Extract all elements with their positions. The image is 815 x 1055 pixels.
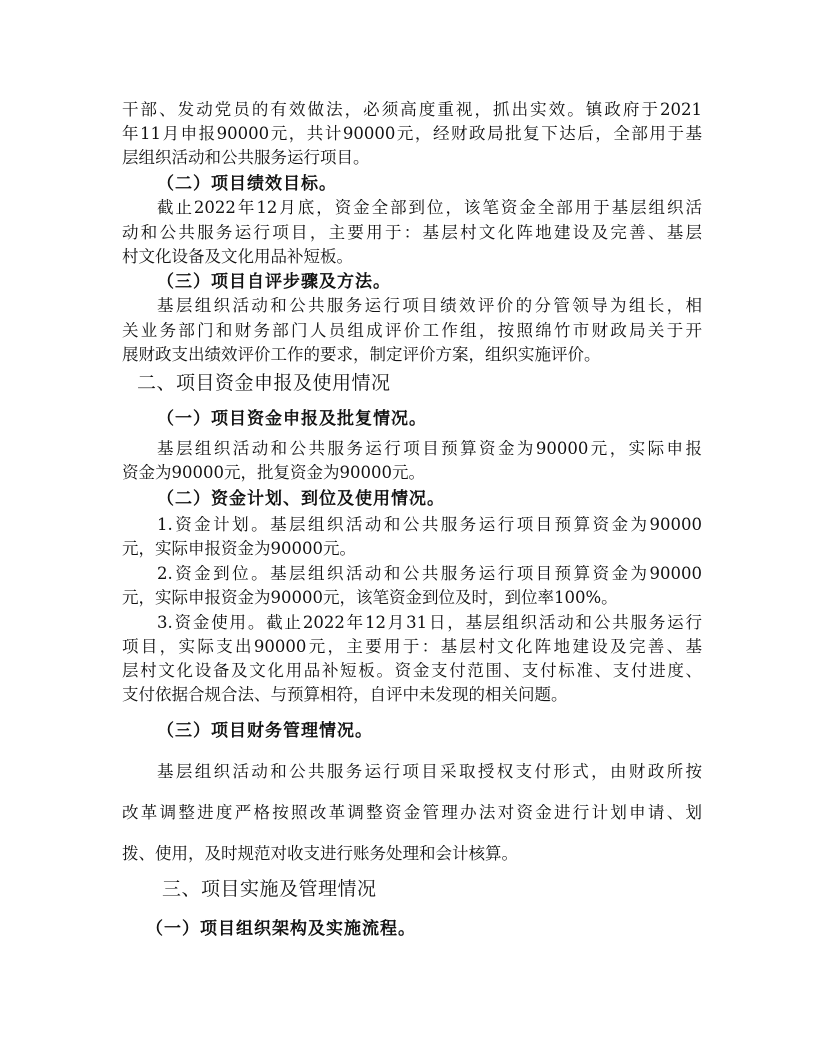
subheading-self-eval: （三）项目自评步骤及方法。 xyxy=(157,272,391,292)
section-two-title: 二、项目资金申报及使用情况 xyxy=(137,372,391,394)
paragraph-line: 改革调整进度严格按照改革调整资金管理办法对资金进行计划申请、划 xyxy=(122,803,702,822)
paragraph-line: 1.资金计划。基层组织活动和公共服务运行项目预算资金为90000 xyxy=(157,515,702,534)
section-three-title: 三、项目实施及管理情况 xyxy=(162,878,377,900)
paragraph-line: 3.资金使用。截止2022年12月31日，基层组织活动和公共服务运行 xyxy=(157,613,702,632)
subheading-fund-apply: （一）项目资金申报及批复情况。 xyxy=(157,409,427,429)
paragraph-line: 年11月申报90000元，共计90000元，经财政局批复下达后，全部用于基 xyxy=(122,124,702,143)
paragraph-line: 支付依据合规合法、与预算相符，自评中未发现的相关问题。 xyxy=(122,685,568,704)
paragraph-line: 干部、发动党员的有效做法，必须高度重视，抓出实效。镇政府于2021 xyxy=(122,100,702,119)
paragraph-line: 资金为90000元，批复资金为90000元。 xyxy=(122,463,425,482)
paragraph-line: 元，实际申报资金为90000元。 xyxy=(122,539,356,558)
paragraph-line: 村文化设备及文化用品补短板。 xyxy=(122,247,353,266)
paragraph-line: 拨、使用，及时规范对收支进行账务处理和会计核算。 xyxy=(122,844,518,863)
paragraph-line: 层组织活动和公共服务运行项目。 xyxy=(122,148,370,167)
paragraph-line: 展财政支出绩效评价工作的要求，制定评价方案，组织实施评价。 xyxy=(122,345,601,364)
paragraph-line: 关业务部门和财务部门人员组成评价工作组，按照绵竹市财政局关于开 xyxy=(122,321,702,340)
subheading-perf-goal: （二）项目绩效目标。 xyxy=(157,174,337,194)
paragraph-line: 动和公共服务运行项目，主要用于：基层村文化阵地建设及完善、基层 xyxy=(122,223,702,242)
paragraph-line: 截止2022年12月底，资金全部到位，该笔资金全部用于基层组织活 xyxy=(157,198,702,217)
paragraph-line: 层村文化设备及文化用品补短板。资金支付范围、支付标准、支付进度、 xyxy=(122,661,702,680)
subheading-finance: （三）项目财务管理情况。 xyxy=(157,721,373,741)
paragraph-line: 项目，实际支出90000元，主要用于：基层村文化阵地建设及完善、基 xyxy=(122,637,702,656)
paragraph-line: 基层组织活动和公共服务运行项目预算资金为90000元，实际申报 xyxy=(157,439,702,458)
subheading-fund-plan: （二）资金计划、到位及使用情况。 xyxy=(157,489,445,509)
paragraph-line: 2.资金到位。基层组织活动和公共服务运行项目预算资金为90000 xyxy=(157,564,702,583)
subheading-org: （一）项目组织架构及实施流程。 xyxy=(146,919,416,939)
paragraph-line: 基层组织活动和公共服务运行项目绩效评价的分管领导为组长，相 xyxy=(157,296,702,315)
paragraph-line: 元，实际申报资金为90000元，该笔资金到位及时，到位率100%。 xyxy=(122,588,618,607)
paragraph-line: 基层组织活动和公共服务运行项目采取授权支付形式，由财政所按 xyxy=(157,762,702,781)
